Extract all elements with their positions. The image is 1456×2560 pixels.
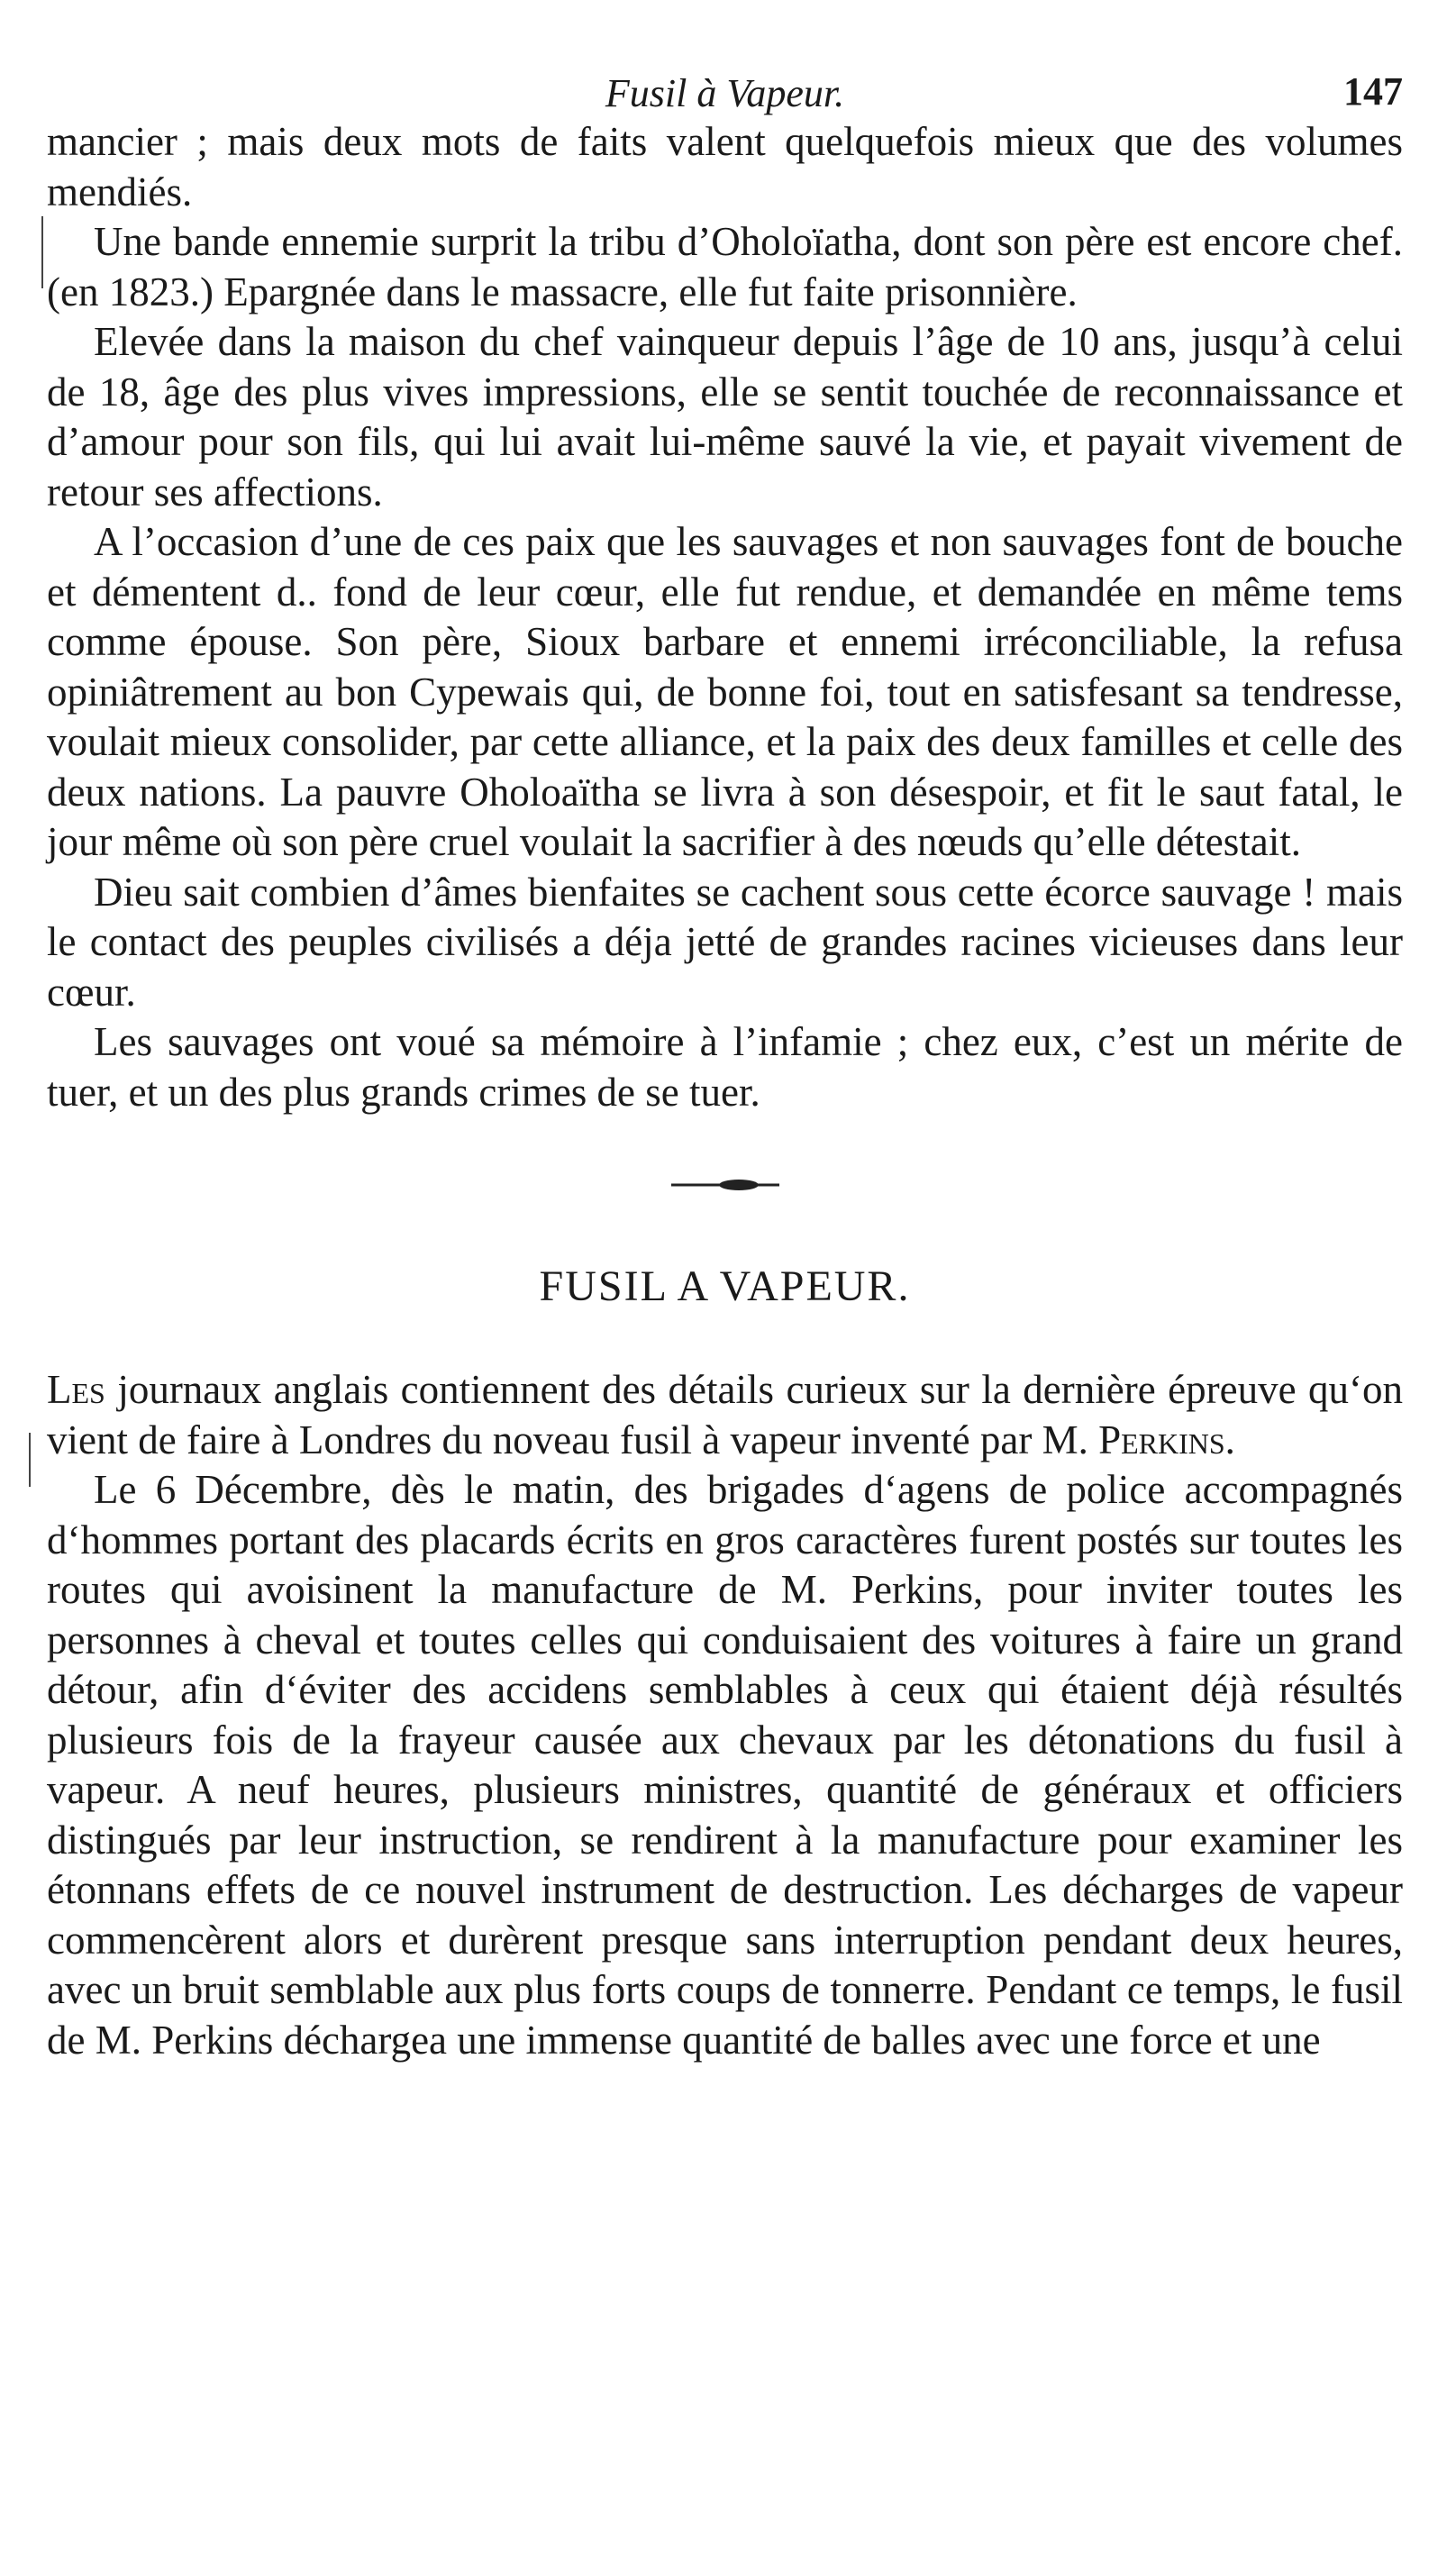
paragraph: Dieu sait combien d’âmes bienfaites se cachent sous cette écorce sauvage ! mais le contact des peuples civilisés a déja jetté de grandes racines vicieuses dans leur cœur. xyxy=(47,869,1403,1015)
paragraph: Le 6 Décembre, dès le matin, des brigades d‘agens de police accompagnés d‘hommes portant des placards écrits en gros caractères furent postés sur toutes les routes qui avoisinent la manufacture de M. Perkins, pour inviter toutes les personnes à cheval et toutes celles qui conduisaient des voitures à faire un grand détour, afin d‘éviter des accidens semblables à ceux qui étaient déjà résultés plusieurs fois de la frayeur causée aux chevaux par les détonations du fusil à vapeur. A neuf heures, plusieurs ministres, quantité de généraux et officiers distingués par leur instruction, se rendirent à la manufacture pour examiner les étonnans effets de ce nouvel instrument de destruction. Les décharges de vapeur commencèrent alors et durèrent presque sans interruption pendant deux heures, avec un bruit semblable aux plus forts coups de tonnerre. Pendant ce temps, le fusil de M. Perkins déchargea une immense quantité de balles avec une force et une xyxy=(47,1467,1403,2063)
article-lead-paragraph xyxy=(47,1365,1403,1465)
paragraph-continuation: mancier ; mais deux mots de faits valent quelquefois mieux que des volumes mendiés. xyxy=(47,119,1403,214)
paragraph: Une bande ennemie surprit la tribu d’Oholoïatha, dont son père est encore chef. (en 1823.) Epargnée dans le massacre, elle fut faite prisonnière. xyxy=(47,219,1403,314)
running-title: Fusil à Vapeur. xyxy=(605,71,845,115)
section-divider-ornament xyxy=(47,1117,1403,1253)
margin-mark-top xyxy=(41,216,43,288)
paragraph: Elevée dans la maison du chef vainqueur depuis l’âge de 10 ans, jusqu’à celui de 18, âge des plus vives impressions, elle se sentit touchée de reconnaissance et d’amour pour son fils, qui lui avait lui-même sauvé la vie, et payait vivement de retour ses affections. xyxy=(47,319,1403,515)
margin-mark-middle xyxy=(29,1433,31,1487)
article-title: FUSIL A VAPEUR. xyxy=(539,1262,911,1310)
article-body xyxy=(47,1365,1403,2065)
page xyxy=(47,54,1403,2065)
previous-article-body xyxy=(47,117,1403,1117)
paragraph: Les sauvages ont voué sa mémoire à l’infamie ; chez eux, c’est un mérite de tuer, et un des plus grands crimes de se tuer. xyxy=(47,1019,1403,1115)
lead-end: . xyxy=(1224,1417,1235,1462)
page-number: 147 xyxy=(1343,69,1403,114)
lead-word: Les xyxy=(47,1367,105,1412)
running-header xyxy=(47,54,1403,117)
lead-name: Perkins xyxy=(1098,1417,1225,1462)
lead-text: journaux anglais contiennent des détails curieux sur la dernière épreuve qu‘on vient de faire à Londres du noveau fusil à vapeur inventé par M. xyxy=(47,1367,1403,1462)
paragraph: A l’occasion d’une de ces paix que les sauvages et non sauvages font de bouche et démentent d.. fond de leur cœur, elle fut rendue, et demandée en même tems comme épouse. Son père, Sioux barbare et ennemi irréconciliable, la refusa opiniâtrement au bon Cypewais qui, de bonne foi, tout en satisfesant sa tendresse, voulait mieux consolider, par cette alliance, et la paix des deux familles et celle des deux nations. La pauvre Oholoaïtha se livra à son désespoir, et fit le saut fatal, le jour même où son père cruel voulait la sacrifier à des nœuds qu’elle détestait. xyxy=(47,519,1403,864)
divider-ornament-icon xyxy=(671,1176,779,1194)
